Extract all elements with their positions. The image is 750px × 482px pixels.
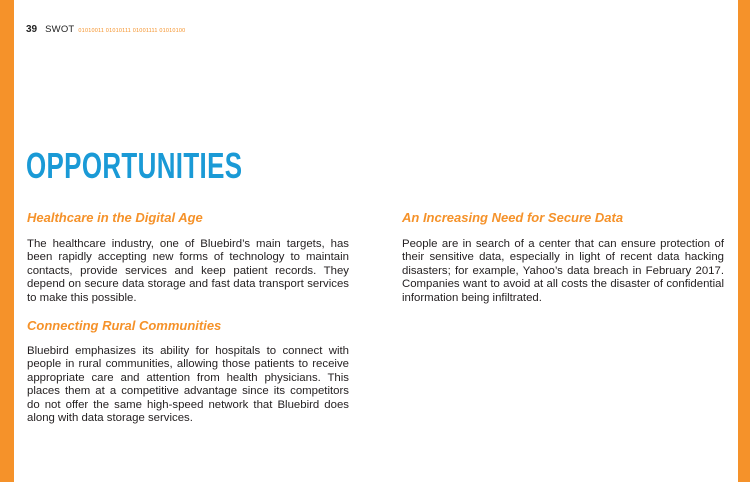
section-body-healthcare: The healthcare industry, one of Bluebird’s main targets, has been rapidly accepting new forms of technology to maintain contacts, provide services and keep patient records. They depend on secure data storage and fast data transport services to make this possible. [27, 238, 349, 304]
page-title: OPPORTUNITIES [26, 145, 243, 186]
binary-code: 01010011 01010111 01001111 01010100 [78, 28, 186, 34]
section-body-rural: Bluebird emphasizes its ability for hospitals to connect with people in rural communities, allowing those patients to receive appropriate care and attention from health physicians. This places them at a competitive advantage since its competitors do not offer the same high-speed network that Bluebird does along with data storage services. [27, 345, 349, 425]
section-body-secure-data: People are in search of a center that can ensure protection of their sensitive data, especially in light of recent data hacking disasters; for example, Yahoo’s data breach in February 2017. Companies want to avoid at all costs the disaster of confidential information being infiltrated. [402, 238, 724, 304]
page-number: 39 [26, 24, 38, 35]
right-orange-border [738, 0, 750, 482]
section-label: SWOT [45, 24, 75, 35]
section-heading-healthcare: Healthcare in the Digital Age [27, 210, 203, 225]
section-heading-secure-data: An Increasing Need for Secure Data [402, 210, 624, 225]
section-heading-rural: Connecting Rural Communities [27, 318, 222, 333]
page-header [26, 24, 185, 35]
left-orange-border [0, 0, 14, 482]
